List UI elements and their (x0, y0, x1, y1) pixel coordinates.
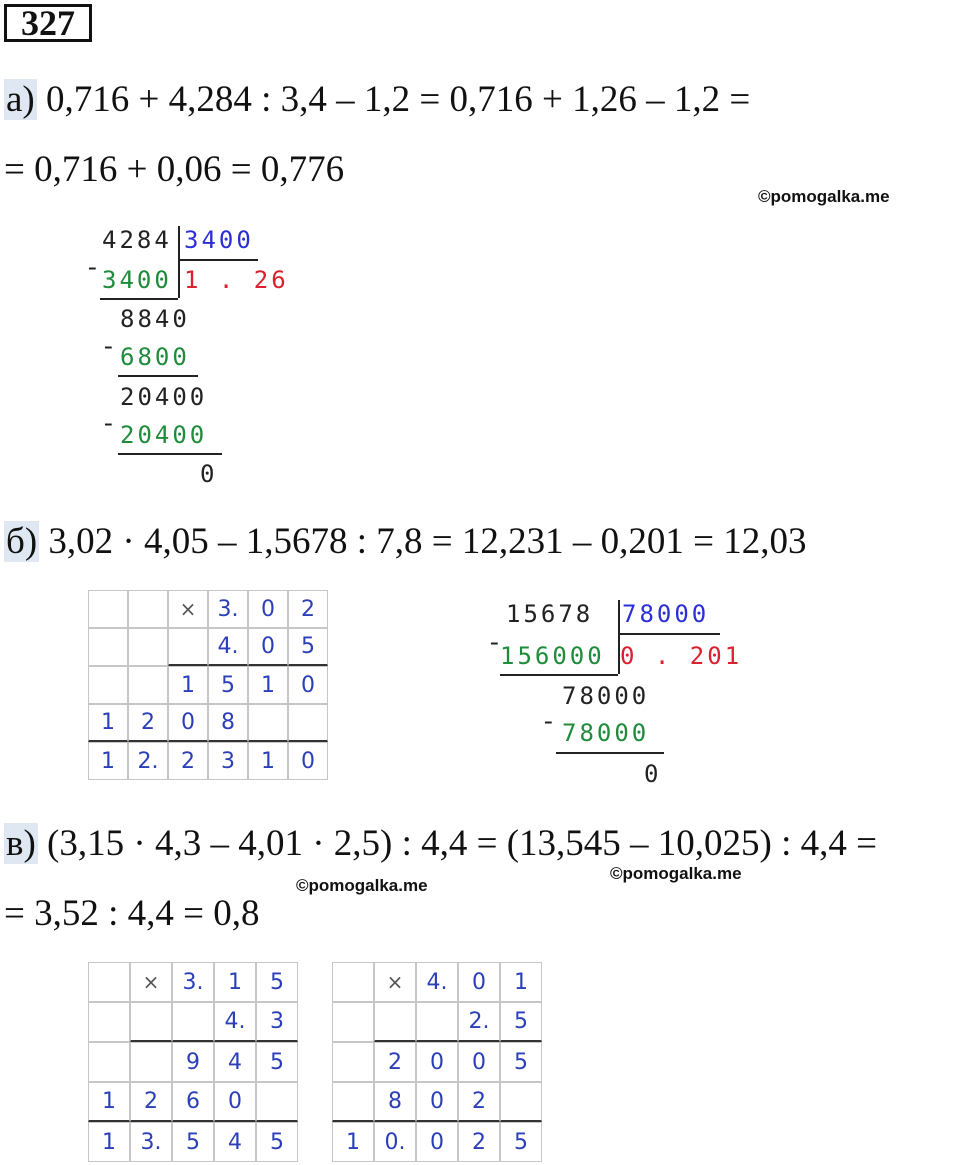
grid-cell: 5 (288, 628, 328, 666)
remainder-1: 8840 (120, 305, 190, 333)
grid-cell: 1 (214, 962, 256, 1002)
grid-cell (88, 1002, 130, 1042)
grid-cell (168, 628, 208, 666)
grid-cell: 1 (88, 1122, 130, 1162)
final-remainder: 0 (200, 460, 218, 488)
subtrahend-2: 6800 (120, 343, 190, 371)
grid-cell: 0 (416, 1042, 458, 1082)
grid-cell: 5 (256, 962, 298, 1002)
grid-cell (88, 962, 130, 1002)
part-b-label: б) (6, 521, 38, 562)
grid-cell: × (374, 962, 416, 1002)
grid-cell: 1 (500, 962, 542, 1002)
grid-cell (332, 1082, 374, 1122)
quotient: 0 . 201 (620, 642, 743, 670)
grid-cell: 4. (214, 1002, 256, 1042)
grid-cell: 5 (500, 1122, 542, 1162)
grid-cell (128, 628, 168, 666)
grid-cell: 2 (168, 742, 208, 780)
grid-cell (248, 704, 288, 742)
watermark: ©pomogalka.me (610, 864, 742, 883)
part-a-line-2: = 0,716 + 0,06 = 0,776 (4, 149, 345, 190)
grid-cell: 1 (248, 742, 288, 780)
minus-sign: - (88, 252, 97, 281)
subtrahend-1: 3400 (102, 266, 172, 294)
grid-cell: 3. (130, 1122, 172, 1162)
remainder-1: 78000 (562, 682, 650, 710)
grid-cell (500, 1082, 542, 1122)
grid-cell: 0 (288, 666, 328, 704)
grid-cell (130, 1002, 172, 1042)
grid-cell: 0 (416, 1122, 458, 1162)
part-b-multiplication-grid (88, 590, 328, 780)
grid-cell: 2 (288, 590, 328, 628)
minus-sign: - (104, 331, 113, 360)
part-a-expression: 0,716 + 4,284 : 3,4 – 1,2 = 0,716 + 1,26 – 1,2 = (46, 79, 751, 120)
grid-cell: 3 (256, 1002, 298, 1042)
grid-cell: 8 (374, 1082, 416, 1122)
grid-cell (256, 1082, 298, 1122)
grid-cell (128, 590, 168, 628)
minus-sign: - (104, 408, 113, 437)
grid-cell: 0 (248, 590, 288, 628)
grid-cell: 6 (172, 1082, 214, 1122)
grid-cell (332, 962, 374, 1002)
grid-cell: 3. (172, 962, 214, 1002)
grid-cell: 1 (248, 666, 288, 704)
grid-cell (332, 1042, 374, 1082)
grid-cell: 5 (500, 1002, 542, 1042)
divisor: 78000 (622, 600, 710, 628)
grid-cell: 4. (208, 628, 248, 666)
grid-cell: 0 (168, 704, 208, 742)
grid-cell: × (130, 962, 172, 1002)
grid-cell: 0 (458, 962, 500, 1002)
subtrahend-2: 78000 (562, 719, 650, 747)
grid-cell: 5 (500, 1042, 542, 1082)
dividend: 15678 (506, 600, 594, 628)
grid-cell (88, 1042, 130, 1082)
grid-cell: 5 (208, 666, 248, 704)
grid-cell (88, 628, 128, 666)
grid-cell: 2 (458, 1122, 500, 1162)
grid-cell: 9 (172, 1042, 214, 1082)
part-c-label: в) (6, 823, 36, 864)
grid-cell: 4 (214, 1122, 256, 1162)
part-b-line-1 (4, 520, 807, 564)
grid-cell: 2. (458, 1002, 500, 1042)
final-remainder: 0 (644, 760, 662, 788)
grid-cell: 0. (374, 1122, 416, 1162)
grid-cell: 5 (172, 1122, 214, 1162)
grid-cell (88, 590, 128, 628)
quotient: 1 . 26 (184, 266, 289, 294)
grid-cell: 1 (332, 1122, 374, 1162)
dividend: 4284 (102, 226, 172, 254)
grid-cell: 0 (288, 742, 328, 780)
remainder-2: 20400 (120, 383, 208, 411)
grid-cell (332, 1002, 374, 1042)
part-a-label: а) (6, 79, 35, 120)
grid-cell: 0 (416, 1082, 458, 1122)
grid-cell (416, 1002, 458, 1042)
grid-cell: 0 (458, 1042, 500, 1082)
grid-cell (128, 666, 168, 704)
grid-cell: 1 (88, 1082, 130, 1122)
minus-sign: - (544, 706, 553, 735)
divisor: 3400 (184, 226, 254, 254)
grid-cell (130, 1042, 172, 1082)
subtrahend-1: 156000 (500, 642, 605, 670)
grid-cell: 2 (128, 704, 168, 742)
grid-cell: 0 (248, 628, 288, 666)
subtrahend-3: 20400 (120, 421, 208, 449)
grid-cell: 2 (130, 1082, 172, 1122)
grid-cell: 2. (128, 742, 168, 780)
grid-cell: 2 (374, 1042, 416, 1082)
minus-sign: - (490, 627, 499, 656)
part-c-multiplication-grid-2 (332, 962, 542, 1162)
grid-cell: 4. (416, 962, 458, 1002)
grid-cell (88, 666, 128, 704)
grid-cell: 3. (208, 590, 248, 628)
grid-cell: 1 (168, 666, 208, 704)
part-c-multiplication-grid-1 (88, 962, 298, 1162)
part-c-expression: (3,15 · 4,3 – 4,01 · 2,5) : 4,4 = (13,545 – 10,025) : 4,4 = (47, 823, 878, 864)
grid-cell (172, 1002, 214, 1042)
grid-cell (374, 1002, 416, 1042)
grid-cell: 3 (208, 742, 248, 780)
grid-cell: 1 (88, 704, 128, 742)
watermark: ©pomogalka.me (296, 876, 428, 895)
grid-cell: 1 (88, 742, 128, 780)
grid-cell: 4 (214, 1042, 256, 1082)
part-c-line-2: = 3,52 : 4,4 = 0,8 (4, 893, 260, 934)
grid-cell: 5 (256, 1042, 298, 1082)
grid-cell: 8 (208, 704, 248, 742)
part-a-line-1 (4, 78, 750, 122)
problem-number: 327 (4, 4, 92, 42)
part-c-line-1 (4, 822, 877, 866)
watermark: ©pomogalka.me (758, 187, 890, 206)
grid-cell (288, 704, 328, 742)
grid-cell: 0 (214, 1082, 256, 1122)
grid-cell: × (168, 590, 208, 628)
part-b-expression: 3,02 · 4,05 – 1,5678 : 7,8 = 12,231 – 0,201 = 12,03 (48, 521, 807, 562)
grid-cell: 2 (458, 1082, 500, 1122)
grid-cell: 5 (256, 1122, 298, 1162)
